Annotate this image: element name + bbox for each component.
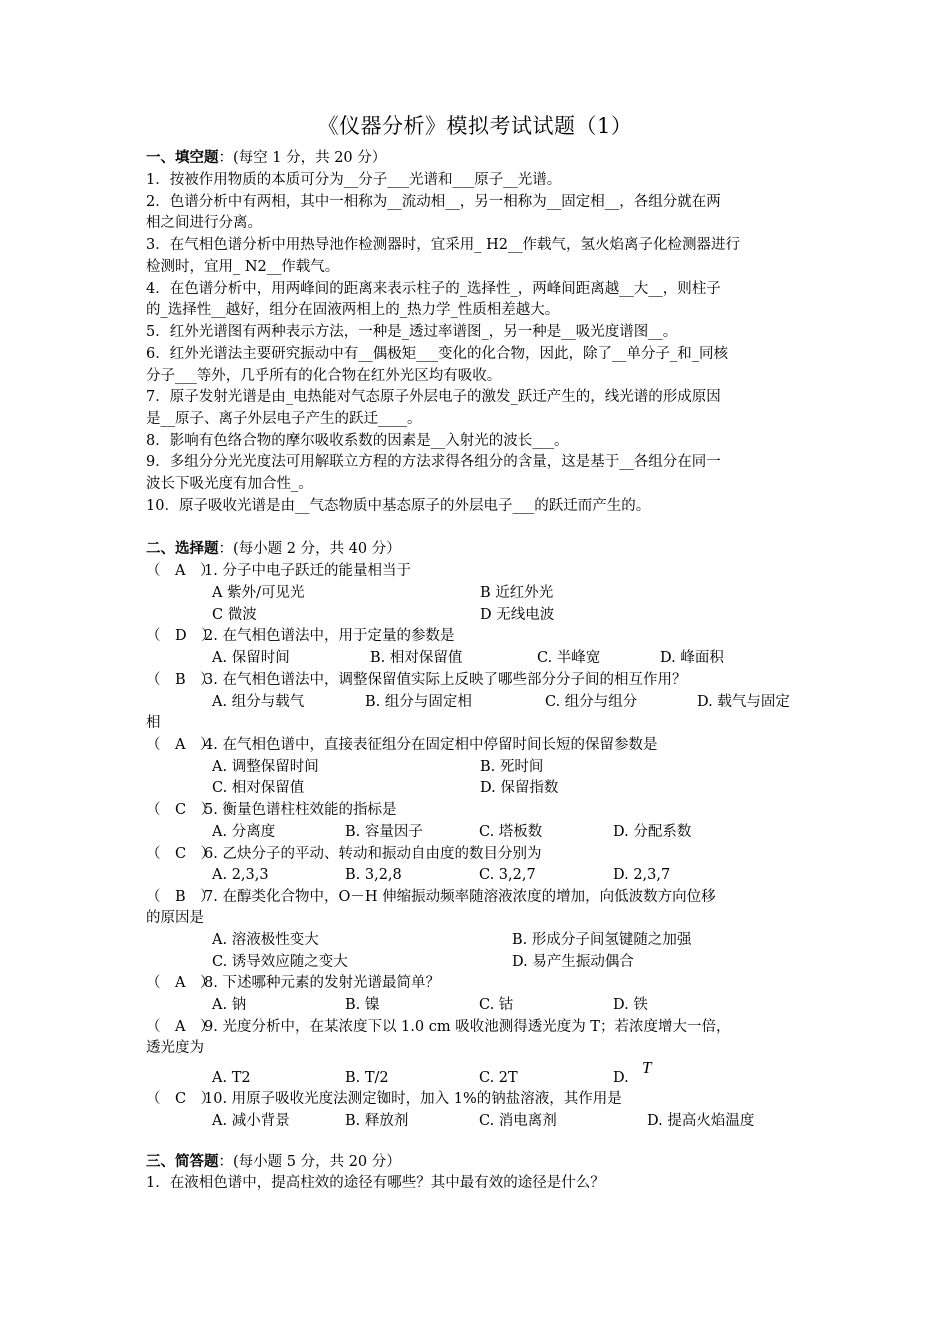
answer-slot: （ A ） bbox=[146, 563, 215, 579]
option-c: C. 3,2,7 bbox=[479, 867, 536, 883]
option-c: C. 半峰宽 bbox=[537, 650, 601, 666]
option-c: C. 组分与组分 bbox=[545, 694, 638, 710]
answer-slot: （ A ） bbox=[146, 1019, 215, 1035]
fill-line: 相之间进行分离。 bbox=[146, 215, 262, 231]
option-c: C 微波 bbox=[212, 607, 257, 623]
option-a: A. 调整保留时间 bbox=[212, 759, 319, 775]
question-10 bbox=[146, 1089, 622, 1109]
option-a: A. 分离度 bbox=[212, 824, 276, 840]
option-a: A. 组分与载气 bbox=[212, 694, 305, 710]
option-c: C. 诱导效应随之变大 bbox=[212, 954, 348, 970]
question-stem: 4. 在气相色谱中，直接表征组分在固定相中停留时间长短的保留参数是 bbox=[204, 737, 658, 753]
question-9 bbox=[146, 1017, 730, 1037]
option-c: C. 钴 bbox=[479, 997, 514, 1013]
section-3-heading bbox=[146, 1152, 401, 1172]
option-b: B. 3,2,8 bbox=[345, 867, 402, 883]
option-c: C. 塔板数 bbox=[479, 824, 543, 840]
option-b: B. 容量因子 bbox=[345, 824, 423, 840]
question-8 bbox=[146, 973, 440, 993]
answer-slot: （ C ） bbox=[146, 802, 216, 818]
section-heading: 三、简答题 bbox=[146, 1153, 219, 1170]
option-c: C. 消电离剂 bbox=[479, 1113, 557, 1129]
option-a: A. 保留时间 bbox=[212, 650, 290, 666]
option-d-symbol: T bbox=[642, 1058, 652, 1077]
fill-line: 检测时，宜用_ N2__作载气。 bbox=[146, 259, 340, 275]
fill-line: 是__原子、离子外层电子产生的跃迁____。 bbox=[146, 411, 422, 427]
short-answer-line: 1．在液相色谱中，提高柱效的途径有哪些？其中最有效的途径是什么？ bbox=[146, 1175, 605, 1191]
option-d: D. 分配系数 bbox=[613, 824, 692, 840]
option-a: A. 减小背景 bbox=[212, 1113, 290, 1129]
question-6 bbox=[146, 844, 541, 864]
section-heading: 二、选择题 bbox=[146, 540, 219, 557]
option-c: C. 2T bbox=[479, 1070, 518, 1086]
option-b: B. 释放剂 bbox=[345, 1113, 409, 1129]
option-a: A. T2 bbox=[212, 1070, 251, 1086]
option-d: D. bbox=[613, 1070, 629, 1086]
fill-line: 7．原子发射光谱是由_电热能对气态原子外层电子的激发_跃迁产生的，线光谱的形成原因 bbox=[146, 389, 721, 405]
option-d: D. 2,3,7 bbox=[613, 867, 671, 883]
fill-line: 6．红外光谱法主要研究振动中有__偶极矩___变化的化合物，因此，除了__单分子_和_同核 bbox=[146, 346, 728, 362]
fill-line: 9．多组分分光光度法可用解联立方程的方法求得各组分的含量，这是基于__各组分在同一 bbox=[146, 454, 721, 470]
question-stem: 6. 乙炔分子的平动、转动和振动自由度的数目分别为 bbox=[204, 846, 542, 862]
fill-line: 分子___等外，几乎所有的化合物在红外光区均有吸收。 bbox=[146, 368, 502, 384]
question-stem: 7. 在醇类化合物中，O－H 伸缩振动频率随溶液浓度的增加，向低波数方向位移 bbox=[204, 889, 716, 905]
section-note: ：(每小题 5 分，共 20 分） bbox=[218, 1154, 401, 1170]
section-2-heading bbox=[146, 539, 401, 559]
question-stem: 5. 衡量色谱柱柱效能的指标是 bbox=[204, 802, 397, 818]
option-a: A. 钠 bbox=[212, 997, 247, 1013]
question-stem: 9. 光度分析中，在某浓度下以 1.0 cm 吸收池测得透光度为 T；若浓度增大一倍， bbox=[204, 1019, 731, 1035]
option-d: D 无线电波 bbox=[480, 607, 555, 623]
question-stem: 3. 在气相色谱法中，调整保留值实际上反映了哪些部分分子间的相互作用？ bbox=[204, 672, 687, 688]
section-note: ：(每小题 2 分，共 40 分） bbox=[218, 541, 401, 557]
option-d: D. 铁 bbox=[613, 997, 648, 1013]
fill-line: 4．在色谱分析中，用两峰间的距离来表示柱子的_选择性_，两峰间距离越__大__，则柱子 bbox=[146, 281, 721, 297]
option-b: B. 组分与固定相 bbox=[365, 694, 472, 710]
question-stem: 2. 在气相色谱法中，用于定量的参数是 bbox=[204, 628, 455, 644]
fill-line: 波长下吸光度有加合性_。 bbox=[146, 476, 313, 492]
question-5 bbox=[146, 800, 396, 820]
option-d: D. 载气与固定 bbox=[697, 694, 790, 710]
option-b: B. 形成分子间氢键随之加强 bbox=[512, 932, 692, 948]
answer-slot: （ C ） bbox=[146, 1091, 216, 1107]
wrap-line: 相 bbox=[146, 715, 161, 731]
option-b: B. 镍 bbox=[345, 997, 380, 1013]
fill-line: 1．按被作用物质的本质可分为__分子___光谱和___原子__光谱。 bbox=[146, 172, 562, 188]
option-b: B. 死时间 bbox=[480, 759, 544, 775]
answer-slot: （ C ） bbox=[146, 846, 216, 862]
page-title: 《仪器分析》模拟考试试题（1） bbox=[317, 114, 633, 138]
question-3 bbox=[146, 670, 686, 690]
question-1 bbox=[146, 561, 411, 581]
option-a: A 紫外/可见光 bbox=[212, 585, 305, 601]
question-7 bbox=[146, 887, 716, 907]
answer-slot: （ B ） bbox=[146, 672, 215, 688]
question-stem: 1. 分子中电子跃迁的能量相当于 bbox=[204, 563, 411, 579]
question-4 bbox=[146, 735, 657, 755]
option-b: B. 相对保留值 bbox=[370, 650, 463, 666]
section-heading: 一、填空题 bbox=[146, 149, 219, 166]
fill-line: 10．原子吸收光谱是由__气态物质中基态原子的外层电子___的跃迁而产生的。 bbox=[146, 498, 651, 514]
option-d: D. 易产生振动偶合 bbox=[512, 954, 634, 970]
option-d: D. 保留指数 bbox=[480, 780, 559, 796]
option-a: A. 2,3,3 bbox=[212, 867, 269, 883]
wrap-line: 透光度为 bbox=[146, 1040, 204, 1056]
option-a: A. 溶液极性变大 bbox=[212, 932, 319, 948]
wrap-line: 的原因是 bbox=[146, 910, 204, 926]
question-stem: 8. 下述哪种元素的发射光谱最简单？ bbox=[204, 975, 440, 991]
fill-line: 3．在气相色谱分析中用热导池作检测器时，宜采用_ H2__作载气，氢火焰离子化检测器进行 bbox=[146, 237, 740, 253]
fill-line: 2．色谱分析中有两相，其中一相称为__流动相__，另一相称为__固定相__，各组分就在两 bbox=[146, 194, 721, 210]
fill-line: 5．红外光谱图有两种表示方法，一种是_透过率谱图_，另一种是__吸光度谱图__。 bbox=[146, 324, 678, 340]
option-b: B. T/2 bbox=[345, 1070, 389, 1086]
option-d: D. 峰面积 bbox=[660, 650, 724, 666]
answer-slot: （ A ） bbox=[146, 737, 215, 753]
option-d: D. 提高火焰温度 bbox=[647, 1113, 755, 1129]
answer-slot: （ A ） bbox=[146, 975, 215, 991]
answer-slot: （ D ） bbox=[146, 628, 216, 644]
fill-line: 的_选择性__越好，组分在固液两相上的_热力学_性质相差越大。 bbox=[146, 302, 560, 318]
section-1-heading bbox=[146, 148, 386, 168]
question-2 bbox=[146, 626, 454, 646]
question-stem: 10. 用原子吸收光度法测定铷时，加入 1%的钠盐溶液，其作用是 bbox=[204, 1091, 622, 1107]
fill-line: 8．影响有色络合物的摩尔吸收系数的因素是__入射光的波长___。 bbox=[146, 433, 569, 449]
option-b: B 近红外光 bbox=[480, 585, 554, 601]
option-c: C. 相对保留值 bbox=[212, 780, 305, 796]
answer-slot: （ B ） bbox=[146, 889, 215, 905]
section-note: ：(每空 1 分，共 20 分） bbox=[218, 150, 387, 166]
